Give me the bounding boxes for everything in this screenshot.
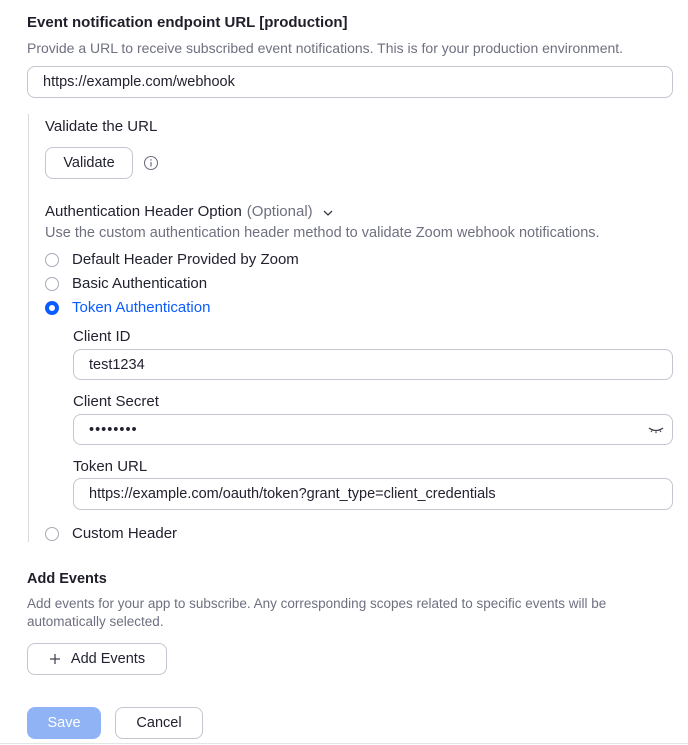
- client-secret-label: Client Secret: [73, 393, 159, 410]
- radio-label: Basic Authentication: [72, 275, 208, 292]
- auth-helper: Use the custom authentication header method to validate Zoom webhook notifications.: [45, 225, 600, 241]
- cancel-button[interactable]: [115, 707, 203, 739]
- validate-label: Validate the URL: [45, 118, 158, 135]
- auth-option-toggle[interactable]: [45, 203, 334, 220]
- client-id-input[interactable]: [73, 349, 673, 380]
- endpoint-helper: Provide a URL to receive subscribed event notifications. This is for your production environment.: [27, 40, 624, 56]
- info-icon[interactable]: [143, 155, 159, 171]
- save-button[interactable]: [27, 707, 101, 739]
- token-url-value: https://example.com/oauth/token?grant_type=client_credentials: [89, 486, 496, 502]
- radio-custom-header[interactable]: [45, 525, 177, 542]
- footer-divider: [0, 743, 688, 744]
- cancel-button-label: Cancel: [136, 715, 182, 731]
- endpoint-url-input[interactable]: [27, 66, 673, 98]
- section-divider-line: [28, 114, 29, 542]
- eye-closed-icon[interactable]: [647, 423, 665, 435]
- radio-default-header[interactable]: [45, 251, 299, 268]
- radio-circle[interactable]: [45, 253, 59, 267]
- validate-button[interactable]: [45, 147, 133, 179]
- client-secret-input[interactable]: [73, 414, 673, 445]
- endpoint-title: Event notification endpoint URL [production]: [27, 14, 348, 31]
- radio-token-auth[interactable]: [45, 299, 210, 316]
- add-events-helper-line2: automatically selected.: [27, 614, 164, 629]
- client-secret-value: ••••••••: [89, 421, 138, 438]
- save-button-label: Save: [47, 715, 81, 731]
- radio-basic-auth[interactable]: [45, 275, 207, 292]
- token-url-label: Token URL: [73, 458, 148, 475]
- add-events-helper-line1: Add events for your app to subscribe. Any corresponding scopes related to specific events will be: [27, 596, 607, 611]
- radio-circle[interactable]: [45, 527, 59, 541]
- client-id-value: test1234: [89, 356, 145, 373]
- plus-icon: [49, 653, 61, 665]
- add-events-button-label: Add Events: [70, 651, 146, 667]
- radio-label: Custom Header: [72, 525, 178, 542]
- client-id-label: Client ID: [73, 328, 131, 345]
- chevron-down-icon: [322, 206, 334, 218]
- endpoint-url-value: https://example.com/webhook: [43, 74, 235, 90]
- add-events-button[interactable]: [27, 643, 167, 675]
- auth-optional: (Optional): [246, 203, 313, 220]
- radio-label: Default Header Provided by Zoom: [72, 251, 299, 268]
- radio-circle[interactable]: [45, 277, 59, 291]
- add-events-title: Add Events: [27, 571, 107, 587]
- auth-title: Authentication Header Option: [45, 203, 242, 220]
- radio-circle-selected[interactable]: [45, 301, 59, 315]
- token-url-input[interactable]: [73, 478, 673, 510]
- validate-button-label: Validate: [63, 155, 115, 171]
- radio-label-selected: Token Authentication: [72, 299, 211, 316]
